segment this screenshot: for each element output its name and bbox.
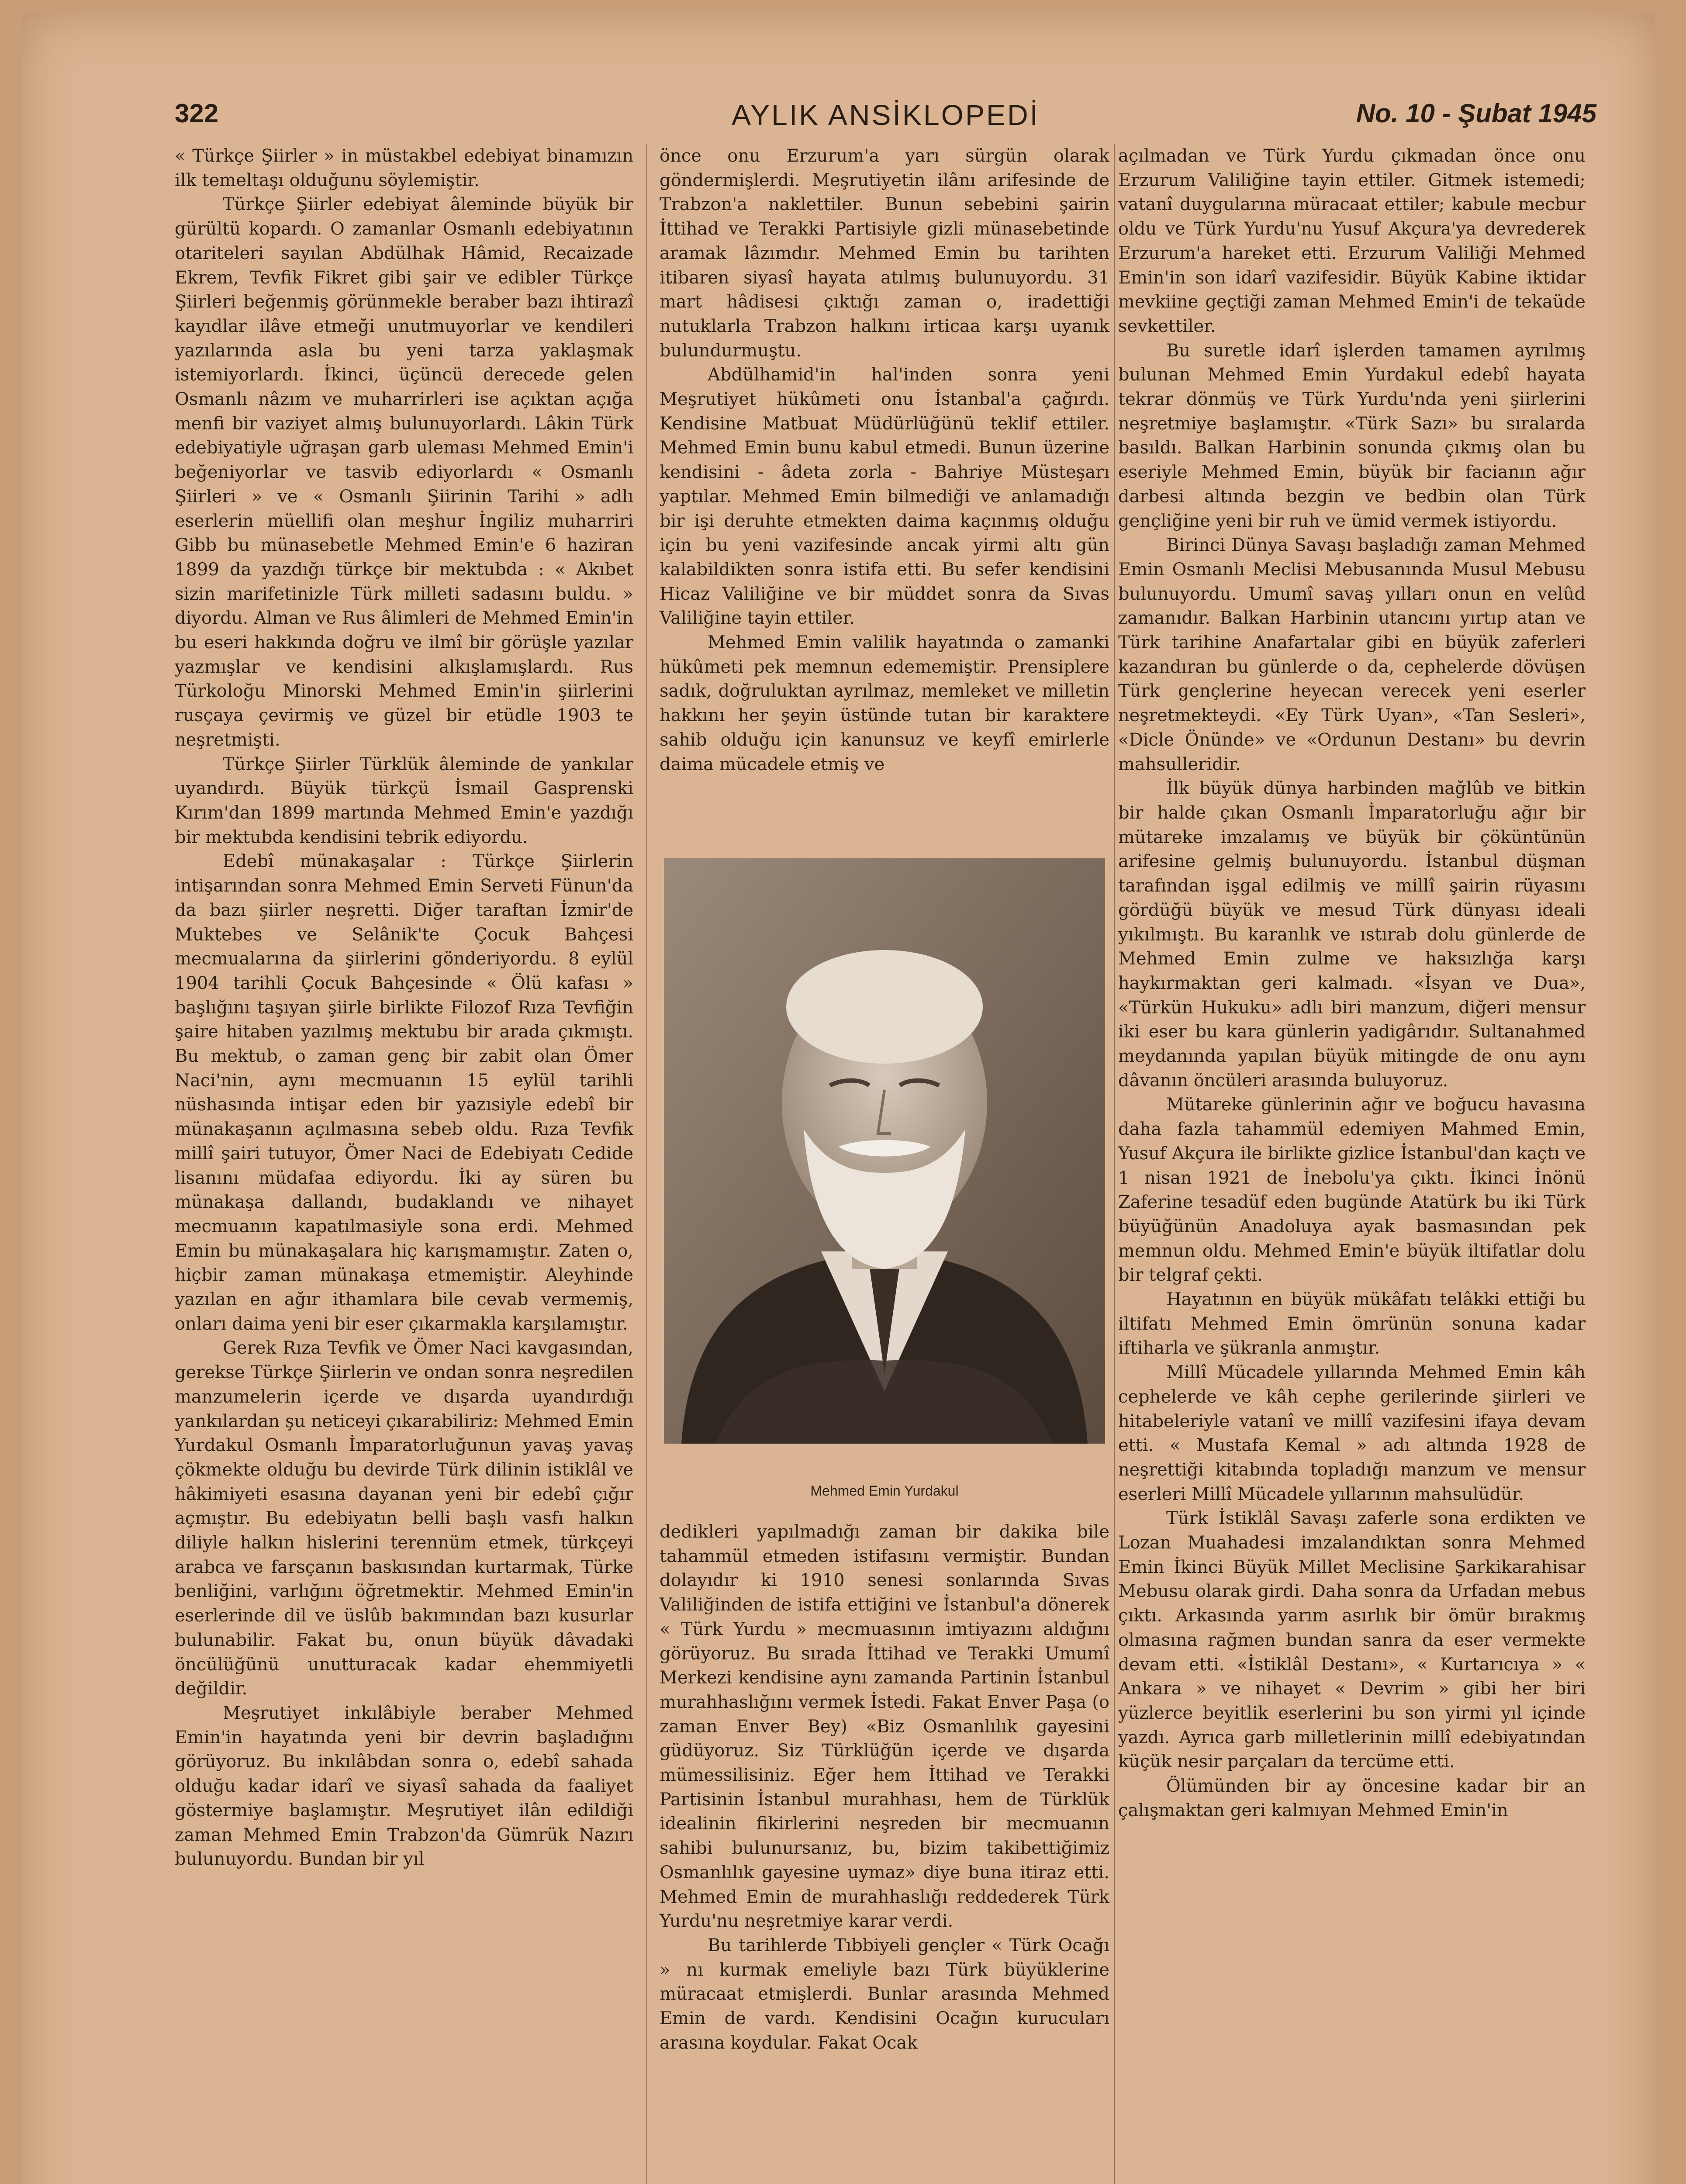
page-header [175, 98, 1596, 142]
column-left [175, 144, 633, 1872]
magazine-title: AYLIK ANSİKLOPEDİ [731, 99, 1040, 131]
column-divider-left [646, 144, 647, 2184]
paragraph: Bu tarihlerde Tıbbiyeli gençler « Türk Ocağı » nı kurmak emeliyle bazı Türk büyüklerine müracaat etmişlerdi. Bunlar arasında Mehmed Emin de vardı. Kendisini Ocağın kurucuları arasına koydular. Fakat Ocak [660, 1935, 1109, 2053]
paragraph: Türkçe Şiirler edebiyat âleminde büyük bir gürültü kopardı. O zamanlar Osmanlı edebiyatının otariteleri sayılan Abdülhak Hâmid, Recaizade Ekrem, Tevfik Fikret gibi şair ve edibler Türkçe Şiirleri beğenmiş görünmekle beraber bazı ihtirazî kayıdlar ilâve etmeği unutmuyorlar ve kendileri yazılarında asla bu yeni tarza yaklaşmak istemiyorlardı. İkinci, üçüncü derecede gelen Osmanlı nâzım ve muharrirleri ise açıktan açığa menfi bir vaziyet almış bulunuyorlardı. Lâkin Türk edebiyatiyle uğraşan garb uleması Mehmed Emin'i beğeniyorlar ve tasvib ediyorlardı « Osmanlı Şiirleri » ve « Osmanlı Şiirinin Tarihi » adlı eserlerin müellifi olan meşhur İngiliz muharriri Gibb bu münasebetle Mehmed Emin'e 6 haziran 1899 da yazdığı türkçe bir mektubda : « Akıbet sizin marifetinizle Türk milleti sadasını buldu. » diyordu. Alman ve Rus âlimleri de Mehmed Emin'in bu eseri hakkında doğru ve ilmî bir görüşle yazılar yazmışlar ve kendisini alkışlamışlardı. Rus Türkoloğu Minorski Mehmed Emin'in şiirlerini rusçaya çevirmiş ve güzel bir etüdle 1903 te neşretmişti. [175, 194, 633, 750]
paragraph: Birinci Dünya Savaşı başladığı zaman Mehmed Emin Osmanlı Meclisi Mebusanında Musul Mebusu bulunuyordu. Umumî savaş yılları onun en velûd zamanıdır. Balkan Harbinin utancını yırtıp atan ve Türk tarihine Anafartalar gibi en büyük zaferleri kazandıran bu günlerde o da, cephelerde dövüşen Türk gençlerine heyecan verecek yeni eserler neşretmekteydi. «Ey Türk Uyan», «Tan Sesleri», «Dicle Önünde» ve «Ordunun Destanı» bu devrin mahsulleridir. [1118, 535, 1586, 774]
paragraph: önce onu Erzurum'a yarı sürgün olarak göndermişlerdi. Meşrutiyetin ilânı arifesinde de Trabzon'a naklettiler. Bunun sebebini şairin İttihad ve Terakki Partisiyle gizli münasebetinde aramak lâzımdır. Mehmed Emin bu tarihten itibaren siyasî hayata atılmış bulunuyordu. 31 mart hâdisesi çıktığı zaman o, iradettiği nutuklarla Trabzon halkını irticaa karşı uyanık bulundurmuştu. [660, 146, 1109, 361]
portrait-photo [664, 858, 1105, 1444]
paragraph: Hayatının en büyük mükâfatı telâkki ettiği bu iltifatı Mehmed Emin ömrünün sonuna kadar iftiharla ve şükranla anmıştır. [1118, 1289, 1586, 1358]
paragraph: « Türkçe Şiirler » in müstakbel edebiyat binamızın ilk temeltaşı olduğunu söylemiştir. [175, 146, 633, 190]
issue-label: No. 10 - Şubat 1945 [1356, 99, 1596, 128]
photo-caption: Mehmed Emin Yurdakul [810, 1483, 959, 1499]
paragraph: Millî Mücadele yıllarında Mehmed Emin kâh cephelerde ve kâh cephe gerilerinde şiirleri ve hitabeleriyle vatanî ve millî vazifesini ifaya devam etti. « Mustafa Kemal » adı altında 1928 de neşrettiği kitabında topladığı manzum ve mensur eserleri Millî Mücadele yıllarının mahsulüdür. [1118, 1362, 1586, 1504]
paragraph: Edebî münakaşalar : Türkçe Şiirlerin intişarından sonra Mehmed Emin Serveti Fünun'da da bazı şiirler neşretti. Diğer taraftan İzmir'de Muktebes ve Selânik'te Çocuk Bahçesi mecmualarına da şiirlerini gönderiyordu. 8 eylül 1904 tarihli Çocuk Bahçesinde « Ölü kafası » başlığını taşıyan şiirle birlikte Filozof Rıza Tevfiğin şaire hitaben yazılmış mektubu bir arada çıkmıştı. Bu mektub, o zaman genç bir zabit olan Ömer Naci'nin, aynı mecmuanın 15 eylül tarihli nüshasında intişar eden bir yazısiyle edebî bir münakaşanın açılmasına sebeb oldu. Rıza Tevfik millî şairi tutuyor, Ömer Naci de Edebiyatı Cedide lisanını müdafaa ediyordu. İki ay süren bu münakaşa dallandı, budaklandı ve nihayet mecmuanın kapatılmasiyle sona erdi. Mehmed Emin bu münakaşalara hiç karışmamıştır. Zaten o, hiçbir zaman münakaşa etmemiştir. Aleyhinde yazılan en ağır ithamlara bile cevab vermemiş, onları daima yeni bir eser çıkarmakla karşılamıştır. [175, 851, 633, 1334]
paragraph: Meşrutiyet inkılâbiyle beraber Mehmed Emin'in hayatında yeni bir devrin başladığını görüyoruz. Bu inkılâbdan sonra o, edebî sahada olduğu kadar idarî ve siyasî sahada da faaliyet göstermiye başlamıştır. Meşrutiyet ilân edildiği zaman Mehmed Emin Trabzon'da Gümrük Nazırı bulunuyordu. Bundan bir yıl [175, 1703, 633, 1870]
paragraph: Mütareke günlerinin ağır ve boğucu havasına daha fazla tahammül edemiyen Mahmed Emin, Yusuf Akçura ile birlikte gizlice İstanbul'dan kaçtı ve 1 nisan 1921 de İnebolu'ya çıktı. İkinci İnönü Zaferine tesadüf eden bugünde Atatürk bu iki Türk büyüğünün Anadoluya ayak basmasından pek memnun oldu. Mehmed Emin'e büyük iltifatlar dolu bir telgraf çekti. [1118, 1095, 1586, 1286]
paragraph: Gerek Rıza Tevfik ve Ömer Naci kavgasından, gerekse Türkçe Şiirlerin ve ondan sonra neşredilen manzumelerin içerde ve dışarda uyandırdığı yankılardan şu neticeyi çıkarabiliriz: Mehmed Emin Yurdakul Osmanlı İmparatorluğunun yavaş yavaş çökmekte olduğu bu devirde Türk dilinin istiklâl ve hâkimiyeti esasına dayanan yeni bir edebî çığır açmıştır. Bu edebiyatın belli başlı vasfı halkın diliyle halkın hislerini terennüm etmek, türkçeyi arabca ve farsçanın baskısından kurtarmak, Türke benliğini, varlığını öğretmektir. Mehmed Emin'in eserlerinde dil ve üslûb bakımından bazı kusurlar bulunabilir. Fakat bu, onun büyük dâvadaki öncülüğünü unutturacak kadar ehemmiyetli değildir. [175, 1338, 633, 1699]
paragraph: Bu suretle idarî işlerden tamamen ayrılmış bulunan Mehmed Emin Yurdakul edebî hayata tekrar dönmüş ve Türk Yurdu'nda yeni şiirlerini neşretmiye başlamıştır. «Türk Sazı» bu sıralarda basıldı. Balkan Harbinin sonunda çıkmış olan bu eseriyle Mehmed Emin, büyük bir facianın ağır darbesi altında bezgin ve bedbin olan Türk gençliğine yeni bir ruh ve ümid vermek istiyordu. [1118, 340, 1586, 531]
column-middle-top [660, 144, 1109, 777]
paragraph: Mehmed Emin valilik hayatında o zamanki hükûmeti pek memnun edememiştir. Prensiplere sadık, doğruluktan ayrılmaz, memleket ve milletin hakkını her şeyin üstünde tutan bir karaktere sahib olduğu için kanunsuz ve keyfî emirlerle daima mücadele etmiş ve [660, 632, 1109, 774]
paragraph: Türkçe Şiirler Türklük âleminde de yankılar uyandırdı. Büyük türkçü İsmail Gasprenski Kırım'dan 1899 martında Mehmed Emin'e yazdığı bir mektubda kendisini tebrik ediyordu. [175, 754, 633, 847]
page-number: 322 [175, 99, 219, 128]
column-right [1118, 144, 1586, 1823]
paragraph: Türk İstiklâl Savaşı zaferle sona erdikten ve Lozan Muahadesi imzalandıktan sonra Mehmed Emin İkinci Büyük Millet Meclisine Şarkikarahisar Mebusu olarak girdi. Daha sonra da Urfadan mebus çıktı. Arkasında yarım asırlık bir ömür bırakmış olmasına rağmen bundan sanra da eser vermekte devam etti. «İstiklâl Destanı», « Kurtarıcıya » « Ankara » ve nihayet « Devrim » gibi her biri yüzlerce beyitlik eserlerini bu son yirmi yıl içinde yazdı. Ayrıca garb milletlerinin millî edebiyatından küçük nesir parçaları da tercüme etti. [1118, 1508, 1586, 1772]
paragraph: Ölümünden bir ay öncesine kadar bir an çalışmaktan geri kalmıyan Mehmed Emin'in [1118, 1776, 1586, 1821]
paragraph: Abdülhamid'in hal'inden sonra yeni Meşrutiyet hükûmeti onu İstanbal'a çağırdı. Kendisine Matbuat Müdürlüğünü teklif ettiler. Mehmed Emin bunu kabul etmedi. Bunun üzerine kendisini - âdeta zorla - Bahriye Müsteşarı yaptılar. Mehmed Emin bilmediği ve anlamadığı bir işi deruhte etmekten daima kaçınmış olduğu için bu yeni vazifesinde ancak yirmi altı gün kalabildikten sonra istifa etti. Bu sefer kendisini Hicaz Valiliğine ve bir müddet sonra da Sıvas Valiliğine tayin ettiler. [660, 365, 1109, 629]
paragraph: İlk büyük dünya harbinden mağlûb ve bitkin bir halde çıkan Osmanlı İmparatorluğu ağır bir mütareke imzalamış ve büyük bir çöküntünün arifesine gelmiş bulunuyordu. İstanbul düşman tarafından işgal edilmiş ve millî şairin rüyasını gördüğü büyük ve mesud Türk dünyası ideali yıkılmıştı. Bu karanlık ve ıstırab dolu günlerde de Mehmed Emin zulme ve haksızlığa karşı haykırmaktan geri kalmadı. «İsyan ve Dua», «Türkün Hukuku» adlı biri manzum, diğeri mensur iki eser bu kara günlerin yadigârıdır. Sultanahmed meydanında yapılan büyük mitingde de onu aynı dâvanın öncüleri arasında buluyoruz. [1118, 778, 1586, 1091]
column-middle-bottom [660, 1520, 1109, 2055]
paragraph: dedikleri yapılmadığı zaman bir dakika bile tahammül etmeden istifasını vermiştir. Bundan dolayıdır ki 1910 senesi sonlarında Sıvas Valiliğinden de istifa ettiğini ve İstanbul'a dönerek « Türk Yurdu » mecmuasının imtiyazını aldığını görüyoruz. Bu sırada İttihad ve Terakki Umumî Merkezi kendisine aynı zamanda Partinin İstanbul murahhaslığını vermek İstedi. Fakat Enver Paşa (o zaman Enver Bey) «Biz Osmanlılık gayesini güdüyoruz. Siz Türklüğün içerde ve dışarda mümessilisiniz. Eğer hem İttihad ve Terakki Partisinin İstanbul murahhası, hem de Türklük idealinin fikirlerini neşreden bir mecmuanın sahibi bulunursanız, bu, bizim takibettiğimiz Osmanlılık gayesine uymaz» diye buna itiraz etti. Mehmed Emin de murahhaslığı reddederek Türk Yurdu'nu neşretmiye karar verdi. [660, 1522, 1109, 1932]
portrait-image [664, 858, 1105, 1444]
column-divider-right [1114, 144, 1115, 2184]
paragraph: açılmadan ve Türk Yurdu çıkmadan önce onu Erzurum Valiliğine tayin ettiler. Gitmek istemedi; vatanî duygularına müracaat ettiler; kabule mecbur oldu ve Türk Yurdu'nu Yusuf Akçura'ya devrederek Erzurum'a hareket etti. Erzurum Valiliği Mehmed Emin'in son idarî vazifesidir. Büyük Kabine iktidar mevkiine geçtiği zaman Mehmed Emin'i de tekaüde sevkettiler. [1118, 146, 1586, 336]
